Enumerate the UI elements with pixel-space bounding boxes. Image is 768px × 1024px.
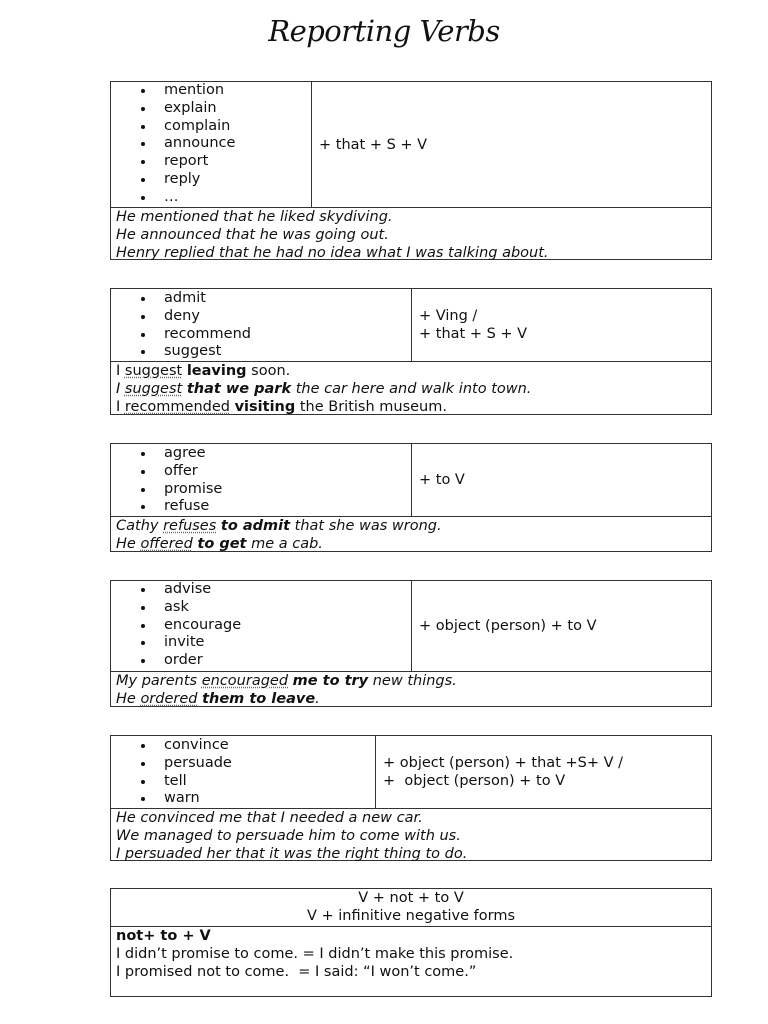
verb-item: announce [111,135,311,153]
verb-item: suggest [111,343,411,361]
verb-item: persuade [111,755,375,773]
pattern-cell [412,444,465,516]
examples-cell [111,927,711,981]
verb-table-ving [110,288,712,415]
example-sentence: I persuaded her that it was the right thing to do. [116,846,468,862]
page-title: Reporting Verbs [268,14,500,48]
verb-item: reply [111,171,311,189]
example-sentence: I suggest leaving soon. [116,363,291,379]
example-sentence: Henry replied that he had no idea what I was talking about. [116,245,549,261]
examples-cell [111,809,711,863]
verb-table-object-that [110,735,712,861]
pattern-text: + Ving / [419,308,478,324]
example-sentence: He ordered them to leave. [116,691,320,707]
example-sentence: I didn’t promise to come. = I didn’t make this promise. [116,946,514,962]
header-line: V + not + to V [358,890,464,906]
verb-item: ask [111,599,411,617]
example-sentence: I promised not to come. = I said: “I won’t come.” [116,964,477,980]
verb-item: order [111,652,411,670]
verb-list [111,581,412,671]
pattern-text: + that + S + V [319,136,428,153]
reporting-verb: suggest [124,381,183,397]
verb-item: warn [111,790,375,808]
pattern-text: + object (person) + to V [419,618,597,634]
verb-item: refuse [111,498,411,516]
example-sentence: Cathy refuses to admit that she was wrong. [116,518,442,534]
verb-item: tell [111,773,375,791]
rule-heading: not+ to + V [116,928,211,944]
pattern-text: + that + S + V [419,326,528,342]
pattern-text: + to V [419,472,465,488]
verb-item: encourage [111,617,411,635]
examples-cell [111,362,711,416]
verb-item: deny [111,308,411,326]
examples-cell [111,208,711,262]
pattern-text: + object (person) + to V [383,773,566,789]
verb-item: offer [111,463,411,481]
example-sentence: He announced that he was going out. [116,227,389,243]
verb-item: explain [111,100,311,118]
verb-item: complain [111,118,311,136]
negative-header [111,889,711,927]
reporting-verb: offered [140,536,193,552]
example-sentence: I suggest that we park the car here and walk into town. [116,381,532,397]
reporting-verb: recommended [124,399,230,415]
verb-list [111,444,412,516]
example-sentence: We managed to persuade him to come with us. [116,828,461,844]
complement: them to leave [202,691,316,707]
reporting-verb: ordered [140,691,198,707]
pattern-cell [376,736,623,808]
example-sentence: He convinced me that I needed a new car. [116,810,423,826]
example-sentence: He mentioned that he liked skydiving. [116,209,393,225]
verb-list [111,82,312,207]
negative-infinitive-table [110,888,712,997]
pattern-cell [412,581,597,671]
complement: leaving [186,363,247,379]
pattern-text: + object (person) + that +S+ V / [383,755,624,771]
verb-item: recommend [111,326,411,344]
verb-item: invite [111,634,411,652]
complement: to admit [220,518,291,534]
example-sentence: I recommended visiting the British museum. [116,399,447,415]
header-line: V + infinitive negative forms [306,908,516,924]
verb-item: promise [111,481,411,499]
pattern-cell [312,82,427,207]
complement: me to try [292,673,369,689]
verb-item: agree [111,445,411,463]
verb-item: admit [111,290,411,308]
examples-cell [111,517,711,553]
pattern-cell [412,289,527,361]
verb-item: report [111,153,311,171]
verb-item: … [111,189,311,207]
reporting-verb: refuses [163,518,217,534]
verb-item: mention [111,82,311,100]
verb-table-object-to-v [110,580,712,707]
verb-item: convince [111,737,375,755]
verb-table-that-clause [110,81,712,260]
reporting-verb: suggest [124,363,183,379]
verb-table-to-v [110,443,712,552]
complement: to get [197,536,247,552]
verb-list [111,736,376,808]
example-sentence: My parents encouraged me to try new things. [116,673,457,689]
verb-item: advise [111,581,411,599]
example-sentence: He offered to get me a cab. [116,536,323,552]
complement: that we park [186,381,292,397]
examples-cell [111,672,711,708]
reporting-verb: encouraged [201,673,289,689]
verb-list [111,289,412,361]
complement: visiting [234,399,296,415]
